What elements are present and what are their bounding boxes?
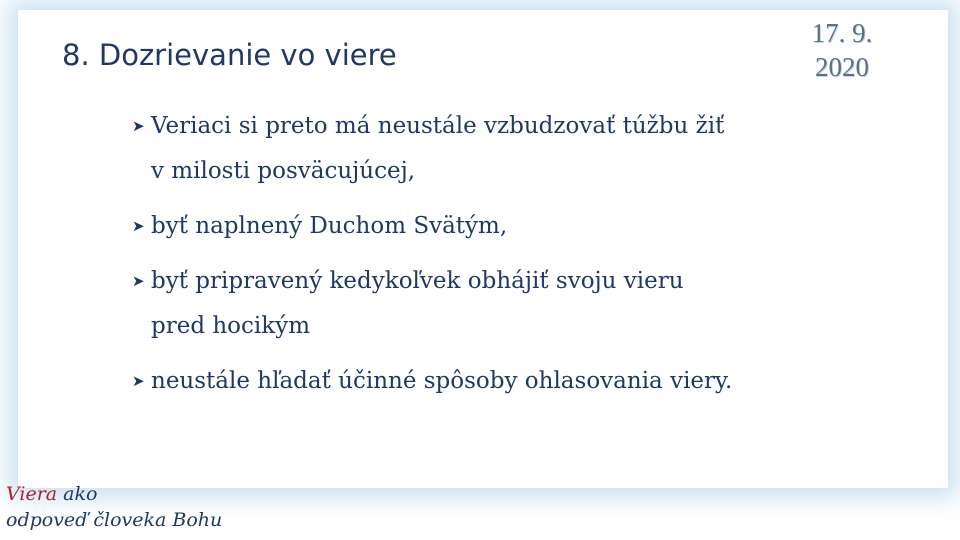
arrow-bullet-icon: ➤ [132, 217, 145, 235]
bullet-line: v milosti posväcujúcej, [151, 158, 416, 184]
bullet-line: neustále hľadať účinné spôsoby ohlasovania viery. [151, 368, 733, 394]
footer-text: ako [57, 483, 98, 505]
arrow-bullet-icon: ➤ [132, 117, 145, 135]
footer-line-2: odpoveď človeka Bohu [6, 509, 223, 531]
arrow-bullet-icon: ➤ [132, 272, 145, 290]
bullet-line: byť pripravený kedykoľvek obhájiť svoju vieru [151, 268, 684, 294]
bullet-item [130, 359, 890, 404]
date-label [792, 16, 892, 84]
slide-title: 8. Dozrievanie vo viere [62, 38, 397, 72]
bullet-line: pred hocikým [151, 313, 311, 339]
bullet-item [130, 204, 890, 249]
bullet-item [130, 259, 890, 349]
bullet-line: byť naplnený Duchom Svätým, [151, 213, 508, 239]
date-year: 2020 [815, 52, 869, 82]
footer-line-1 [6, 481, 222, 507]
footer-caption [6, 481, 222, 533]
bullet-line: Veriaci si preto má neustále vzbudzovať túžbu žiť [151, 113, 725, 139]
arrow-bullet-icon: ➤ [132, 372, 145, 390]
date-day-month: 17. 9. [811, 18, 873, 48]
footer-emphasis: Viera [6, 483, 58, 505]
bullet-list [130, 104, 890, 404]
bullet-item [130, 104, 890, 194]
